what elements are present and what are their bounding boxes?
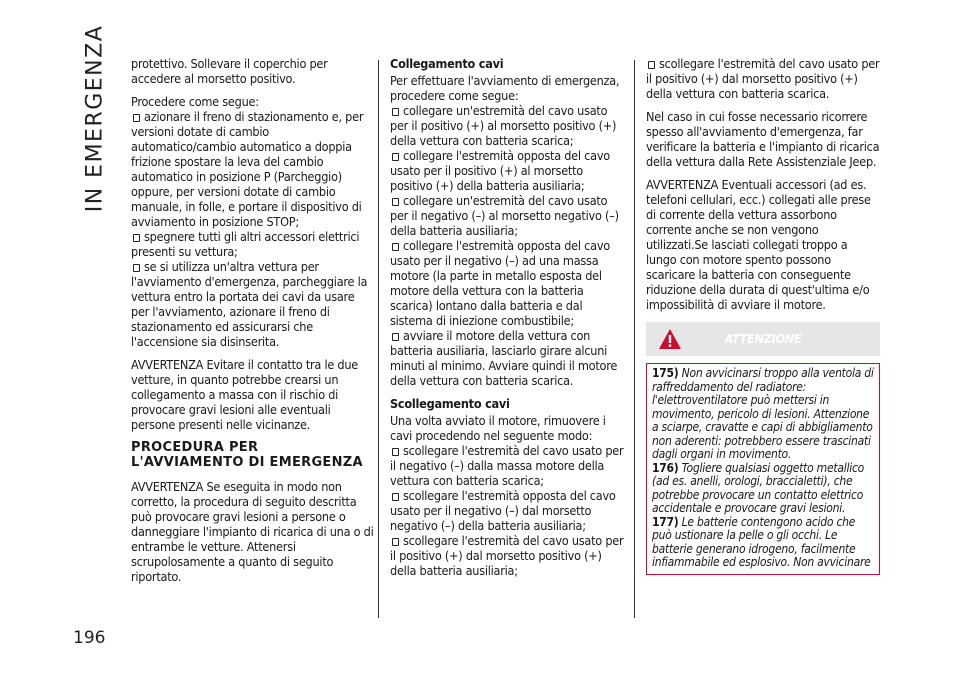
attention-item: 177) Le batterie contengono acido che può ustionare la pelle o gli occhi. Le batterie generano idrogeno, facilmente infiammabile ed esplosivo. Non avvicinare [652, 514, 871, 569]
list-item: collegare un'estremità del cavo usato per il positivo (+) al morsetto positivo (+) della vettura con batteria scarica; [390, 103, 617, 148]
list-item: collegare l'estremità opposta del cavo usato per il positivo (+) al morsetto positivo (+) della batteria ausiliaria; [390, 148, 610, 193]
list-item: collegare un'estremità del cavo usato per il negativo (–) al morsetto negativo (–) della batteria ausiliaria; [390, 193, 619, 238]
list-item: se si utilizza un'altra vettura per l'avviamento d'emergenza, parcheggiare la vettura entro la portata dei cavi da usare per l'avviamento, azionare il freno di stazionamento ed assicurarsi che l'accensione sia disinserita. [131, 259, 368, 349]
bullet-icon [648, 61, 655, 69]
lead-text: Procedere come segue: [131, 94, 259, 109]
list-item: spegnere tutti gli altri accessori elettrici presenti su vettura; [131, 229, 360, 259]
bullet-icon [392, 538, 399, 546]
column-divider [378, 60, 379, 618]
column-divider [634, 60, 635, 618]
list-item: collegare l'estremità opposta del cavo usato per il negativo (–) ad una massa motore (la parte in metallo esposta del motore della vettura con la batteria scarica) lontano dalla batteria e dal sistema di iniezione combustibile; [390, 238, 610, 328]
section-heading: PROCEDURA PER L'AVVIAMENTO DI EMERGENZA [131, 440, 363, 470]
attention-title: ATTENZIONE [724, 331, 802, 346]
bullet-icon [392, 493, 399, 501]
page-number: 196 [73, 628, 106, 648]
bullet-icon [133, 234, 140, 242]
bullet-icon [133, 114, 140, 122]
bullet-icon [392, 153, 399, 161]
list-item: scollegare l'estremità opposta del cavo usato per il negativo (–) dal morsetto negativo (–) della batteria ausiliaria; [390, 488, 616, 533]
attention-header [646, 322, 880, 356]
subheading: Collegamento cavi [390, 56, 504, 71]
section-title: IN EMERGENZA [82, 24, 108, 212]
attention-box [646, 363, 880, 575]
bullet-icon [392, 243, 399, 251]
warning-paragraph: AVVERTENZA Evitare il contatto tra le due vetture, in quanto potrebbe crearsi un collegamento a massa con il rischio di provocare gravi lesioni alle eventuali persone presenti nelle vicinanze. [131, 357, 359, 432]
column-2 [390, 56, 627, 578]
column-1 [131, 56, 374, 592]
attention-item: 175) Non avvicinarsi troppo alla ventola di raffreddamento del radiatore: l'elettroventilatore può mettersi in movimento, pericolo di lesioni. Attenzione a sciarpe, cravatte e capi di abbigliamento non aderenti: potrebbero essere trascinati dagli organi in movimento. [652, 366, 874, 461]
column-3 [646, 56, 880, 575]
warning-paragraph: AVVERTENZA Se eseguita in modo non corretto, la procedura di seguito descritta può provocare gravi lesioni a persone o danneggiare l'impianto di ricarica di una o di entrambe le vetture. Attenersi scrupolosamente a quanto di seguito riportato. [131, 479, 374, 584]
attention-item: 176) Togliere qualsiasi oggetto metallico (ad es. anelli, orologi, braccialetti), che potrebbe provocare un contatto elettrico accidentale e provocare gravi lesioni. [652, 460, 864, 515]
bullet-icon [392, 198, 399, 206]
warning-paragraph: AVVERTENZA Eventuali accessori (ad es. telefoni cellulari, ecc.) collegati alle prese di corrente della vettura assorbono corrente anche se non vengono utilizzati.Se lasciati collegati troppo a lungo con motore spento possono scaricare la batteria con conseguente riduzione della durata di quest'ultima e/o impossibilità di avviare il motore. [646, 177, 871, 312]
paragraph: Una volta avviato il motore, rimuovere i cavi procedendo nel seguente modo: [390, 413, 606, 443]
bullet-icon [392, 333, 399, 341]
bullet-icon [392, 448, 399, 456]
bullet-icon [392, 108, 399, 116]
list-item: avviare il motore della vettura con batteria ausiliaria, lasciarlo girare alcuni minuti al minimo. Avviare quindi il motore della vettura con batteria scarica. [390, 328, 618, 388]
paragraph: Nel caso in cui fosse necessario ricorrere spesso all'avviamento d'emergenza, far verificare la batteria e l'impianto di ricarica della vettura dalla Rete Assistenziale Jeep. [646, 109, 880, 169]
paragraph: Per effettuare l'avviamento di emergenza, procedere come segue: [390, 73, 620, 103]
list-item: azionare il freno di stazionamento e, per versioni dotate di cambio automatico/cambio automatico a doppia frizione spostare la leva del cambio automatico in posizione P (Parcheggio) oppure, per versioni dotate di cambio manuale, in folle, e portare il dispositivo di avviamento in posizione STOP; [131, 109, 364, 229]
subheading: Scollegamento cavi [390, 396, 510, 411]
bullet-icon [133, 264, 140, 272]
list-item: scollegare l'estremità del cavo usato per il positivo (+) dal morsetto positivo (+) della vettura con batteria scarica. [646, 56, 880, 101]
list-item: scollegare l'estremità del cavo usato per il positivo (+) dal morsetto positivo (+) della batteria ausiliaria; [390, 533, 624, 578]
intro-paragraph: protettivo. Sollevare il coperchio per accedere al morsetto positivo. [131, 56, 328, 86]
list-item: scollegare l'estremità del cavo usato per il negativo (–) dalla massa motore della vettura con batteria scarica; [390, 443, 624, 488]
